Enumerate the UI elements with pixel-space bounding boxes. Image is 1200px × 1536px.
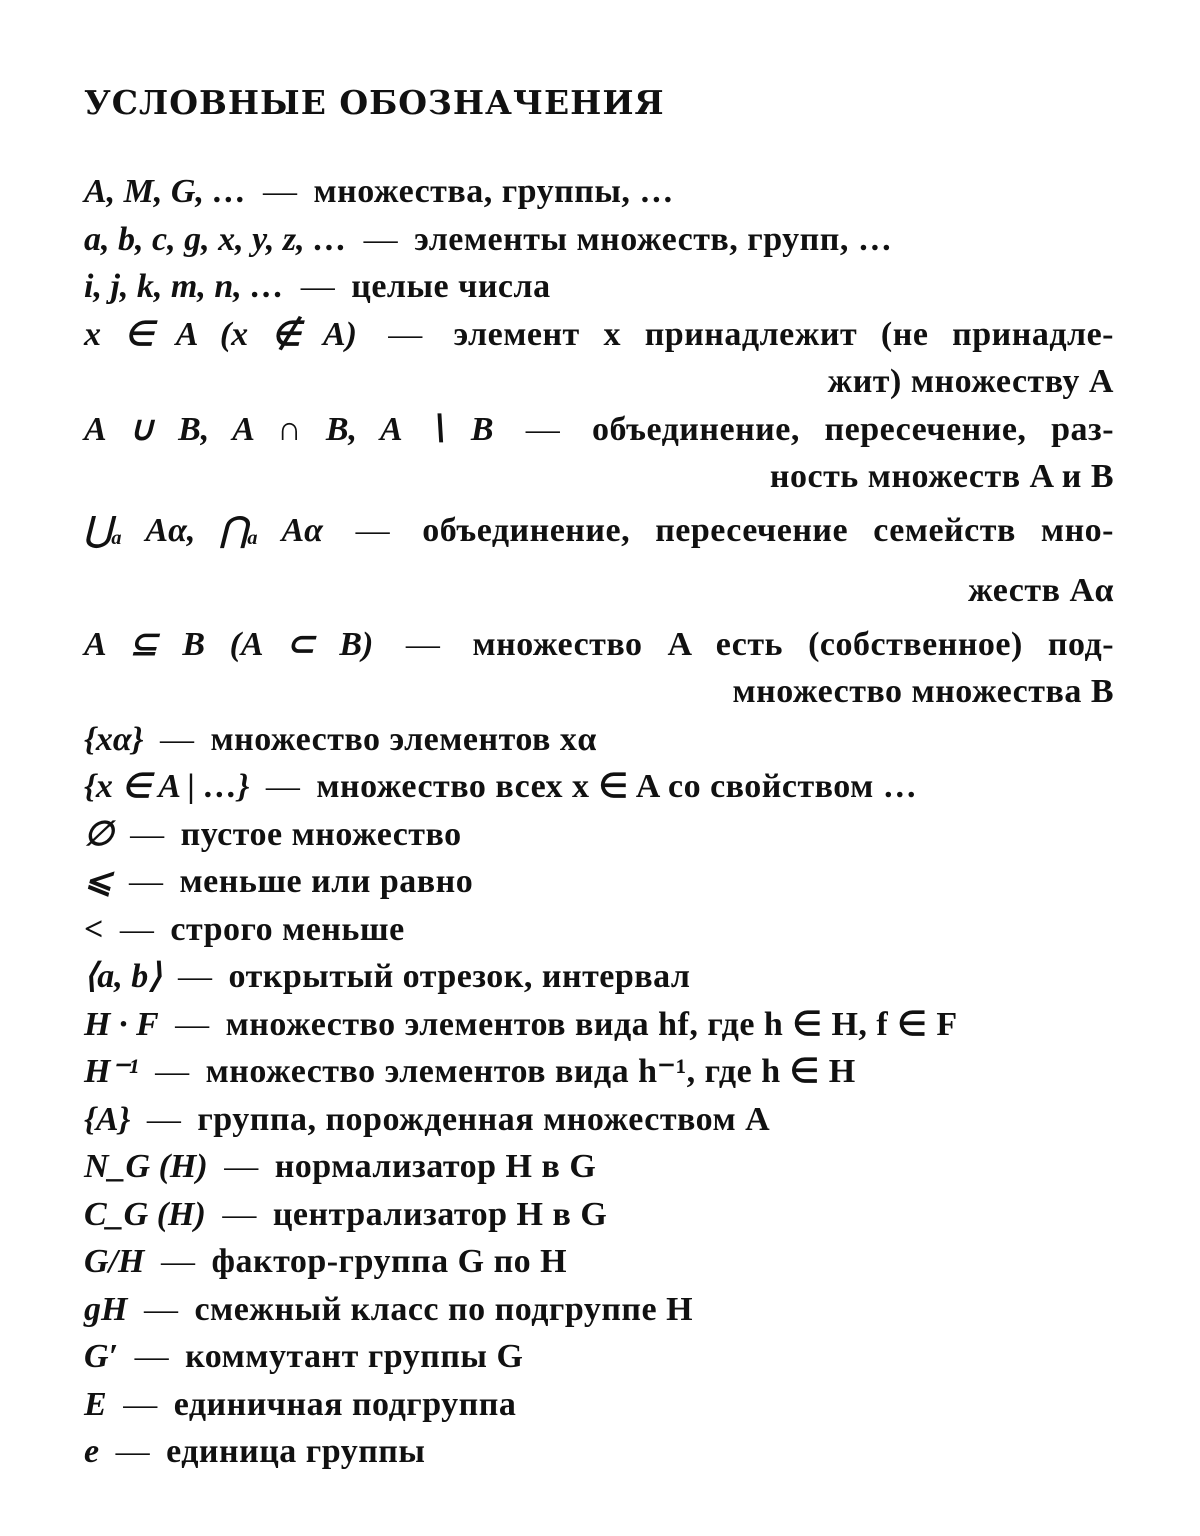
em-dash: — <box>525 410 560 448</box>
notation-symbol: e <box>84 1433 100 1470</box>
em-dash: — <box>146 1100 181 1138</box>
notation-symbol: < <box>84 910 104 948</box>
notation-symbol: A ⊆ B (A ⊂ B) <box>84 625 374 663</box>
notation-symbol: {xα} <box>84 720 144 758</box>
notation-symbol: ∅ <box>84 815 114 853</box>
notation-line <box>84 1006 958 1043</box>
notation-line <box>84 501 1114 561</box>
em-dash: — <box>130 815 165 853</box>
notation-entry <box>84 501 1114 621</box>
notation-description: объединение, пересечение семейств мно- <box>422 511 1114 549</box>
notation-entry <box>84 1428 1114 1476</box>
notation-description: множество элементов xα <box>210 720 597 758</box>
notation-line <box>84 268 551 305</box>
notation-description: единица группы <box>166 1433 426 1470</box>
notation-line <box>84 721 597 758</box>
notation-line <box>84 768 917 805</box>
notation-symbol: G/H <box>84 1243 145 1280</box>
notation-line <box>84 1338 523 1375</box>
notation-entry <box>84 1001 1114 1049</box>
notation-description: группа, порожденная множеством A <box>197 1100 771 1138</box>
notation-line <box>84 1101 770 1138</box>
notation-description: множество элементов вида h⁻¹, где h ∈ H <box>205 1053 856 1090</box>
em-dash: — <box>134 1338 169 1375</box>
notation-list <box>84 168 1114 1476</box>
notation-line <box>84 863 473 900</box>
page-title: УСЛОВНЫЕ ОБОЗНАЧЕНИЯ <box>84 83 665 122</box>
em-dash: — <box>115 1433 150 1470</box>
em-dash: — <box>178 958 213 995</box>
notation-entry <box>84 906 1114 954</box>
notation-entry <box>84 1191 1114 1239</box>
em-dash: — <box>355 511 390 549</box>
notation-symbol: x ∈ A (x ∉ A) <box>84 315 357 353</box>
notation-description: множества, группы, … <box>313 173 674 210</box>
em-dash: — <box>143 1290 178 1328</box>
notation-symbol: C_G (H) <box>84 1195 206 1233</box>
em-dash: — <box>159 720 194 758</box>
em-dash: — <box>175 1005 210 1043</box>
em-dash: — <box>123 1385 158 1423</box>
notation-description: меньше или равно <box>179 863 474 900</box>
notation-symbol: gH <box>84 1290 128 1328</box>
em-dash: — <box>155 1053 190 1090</box>
notation-line <box>84 1386 516 1423</box>
notation-entry <box>84 858 1114 906</box>
em-dash: — <box>222 1195 257 1233</box>
em-dash: — <box>224 1148 259 1185</box>
notation-description: фактор-группа G по H <box>211 1243 568 1280</box>
notation-description: коммутант группы G <box>185 1338 524 1375</box>
notation-symbol: A, M, G, … <box>84 173 247 210</box>
notation-description-continuation: жит) множеству A <box>827 363 1114 400</box>
notation-symbol: {x ∈ A | …} <box>84 768 250 805</box>
notation-entry <box>84 263 1114 311</box>
notation-entry <box>84 1048 1114 1096</box>
notation-description: централизатор H в G <box>272 1195 608 1233</box>
notation-symbol: {A} <box>84 1100 131 1138</box>
notation-description: строго меньше <box>170 910 405 948</box>
notation-entry <box>84 716 1114 764</box>
notation-line <box>84 1148 596 1185</box>
notation-entry <box>84 1096 1114 1144</box>
notation-entry <box>84 311 1114 406</box>
notation-symbol: N_G (H) <box>84 1148 208 1185</box>
notation-entry <box>84 621 1114 716</box>
notation-symbol: E <box>84 1385 107 1423</box>
notation-entry <box>84 1143 1114 1191</box>
notation-entry <box>84 811 1114 859</box>
notation-entry <box>84 1286 1114 1334</box>
notation-line <box>84 1433 425 1470</box>
notation-line <box>84 1196 607 1233</box>
notation-line <box>84 958 691 995</box>
notation-entry <box>84 168 1114 216</box>
notation-symbol: a, b, c, g, x, y, z, … <box>84 220 348 258</box>
notation-description: множество элементов вида hf, где h ∈ H, f ∈ F <box>225 1005 958 1043</box>
notation-symbol: G′ <box>84 1338 119 1375</box>
notation-description: открытый отрезок, интервал <box>228 958 691 995</box>
notation-entry <box>84 216 1114 264</box>
notation-entry <box>84 1238 1114 1286</box>
notation-description: смежный класс по подгруппе H <box>194 1290 694 1328</box>
notation-description: пустое множество <box>180 815 462 853</box>
em-dash: — <box>300 268 335 305</box>
notation-description-continuation: жеств Aα <box>968 571 1114 609</box>
notation-entry <box>84 953 1114 1001</box>
notation-line <box>84 1291 693 1328</box>
em-dash: — <box>262 173 297 210</box>
notation-description: множество всех x ∈ A со свойством … <box>316 768 918 805</box>
notation-symbol: A ∪ B, A ∩ B, A ∖ B <box>84 410 494 448</box>
em-dash: — <box>160 1243 195 1280</box>
em-dash: — <box>405 625 440 663</box>
notation-line <box>84 1243 567 1280</box>
notation-entry <box>84 1333 1114 1381</box>
notation-page <box>84 78 1114 1476</box>
notation-description: единичная подгруппа <box>173 1385 517 1423</box>
notation-description: целые числа <box>351 268 551 305</box>
notation-entry <box>84 1381 1114 1429</box>
notation-line <box>84 816 462 853</box>
notation-symbol: i, j, k, m, n, … <box>84 268 285 305</box>
notation-description: элемент x принадлежит (не принадле- <box>453 315 1115 353</box>
notation-line <box>84 406 1114 454</box>
em-dash: — <box>265 768 300 805</box>
notation-line <box>84 1053 856 1090</box>
notation-description: множество A есть (собственное) под- <box>472 625 1115 663</box>
notation-symbol: ⋃ₐ Aα, ⋂ₐ Aα <box>84 511 323 549</box>
notation-symbol: ⟨a, b⟩ <box>84 958 162 995</box>
notation-description: объединение, пересечение, раз- <box>591 410 1115 448</box>
notation-symbol: ⩽ <box>84 863 113 900</box>
em-dash: — <box>363 220 398 258</box>
notation-symbol: H · F <box>84 1005 159 1043</box>
notation-line <box>84 221 892 258</box>
notation-line <box>84 621 1114 669</box>
notation-line <box>84 311 1114 359</box>
notation-description: нормализатор H в G <box>274 1148 597 1185</box>
notation-entry <box>84 406 1114 501</box>
em-dash: — <box>119 910 154 948</box>
notation-description-continuation: ность множеств A и B <box>769 458 1114 495</box>
notation-symbol: H⁻¹ <box>84 1053 139 1090</box>
em-dash: — <box>388 315 423 353</box>
notation-description: элементы множеств, групп, … <box>414 220 893 258</box>
notation-line <box>84 911 405 948</box>
notation-line <box>84 173 674 210</box>
em-dash: — <box>129 863 163 900</box>
notation-description-continuation: множество множества B <box>732 673 1114 710</box>
notation-entry <box>84 763 1114 811</box>
